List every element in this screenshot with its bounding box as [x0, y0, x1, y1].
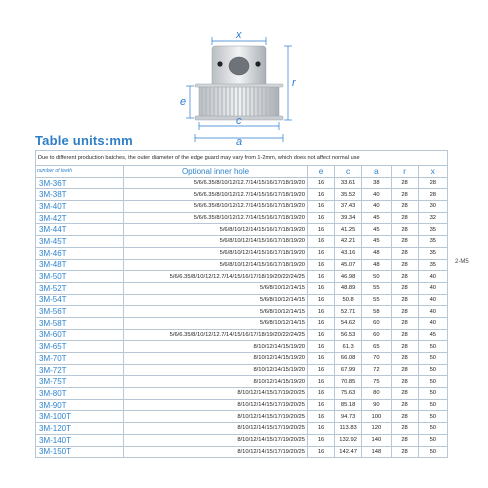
- cell-c: 50.8: [335, 294, 362, 306]
- cell-a: 80: [362, 388, 391, 400]
- cell-a: 75: [362, 376, 391, 388]
- cell-hole: 5/6/6.35/8/10/12/12.7/14/15/16/17/18/19/20: [124, 189, 308, 201]
- cell-e: 16: [308, 294, 335, 306]
- cell-r: 28: [391, 224, 418, 236]
- header-e: e: [308, 166, 335, 178]
- cell-c: 70.85: [335, 376, 362, 388]
- cell-model: 3M-54T: [36, 294, 124, 306]
- cell-e: 16: [308, 364, 335, 376]
- cell-x: 50: [418, 341, 447, 353]
- cell-a: 45: [362, 212, 391, 224]
- cell-c: 94.73: [335, 411, 362, 423]
- cell-hole: 5/6/6.35/8/10/12/12.7/14/15/16/17/18/19/20: [124, 201, 308, 213]
- header-a: a: [362, 166, 391, 178]
- cell-r: 28: [391, 236, 418, 248]
- cell-c: 113.83: [335, 423, 362, 435]
- cell-model: 3M-52T: [36, 282, 124, 294]
- cell-model: 3M-90T: [36, 399, 124, 411]
- cell-hole: 5/6/8/10/12/14/15/16/17/18/19/20: [124, 236, 308, 248]
- dimension-c-label: c: [236, 115, 242, 127]
- cell-x: 50: [418, 353, 447, 365]
- table-row: [36, 446, 448, 458]
- cell-r: 28: [391, 353, 418, 365]
- table-row: [36, 212, 448, 224]
- cell-e: 16: [308, 271, 335, 283]
- cell-r: 28: [391, 446, 418, 458]
- cell-x: 50: [418, 399, 447, 411]
- cell-a: 60: [362, 329, 391, 341]
- set-screw-icon: [255, 61, 260, 66]
- header-c: c: [335, 166, 362, 178]
- cell-hole: 8/10/12/14/15/17/19/20/25: [124, 434, 308, 446]
- cell-hole: 5/6/8/10/12/14/15/16/17/18/19/20: [124, 224, 308, 236]
- cell-hole: 5/6/6.35/8/10/12/12.7/14/15/16/17/18/19/20: [124, 212, 308, 224]
- cell-c: 75.63: [335, 388, 362, 400]
- cell-c: 52.71: [335, 306, 362, 318]
- table-row: [36, 317, 448, 329]
- cell-x: 35: [418, 224, 447, 236]
- pulley-hub: [212, 46, 266, 86]
- table-row: [36, 364, 448, 376]
- cell-hole: 5/6/8/10/12/14/15/16/17/18/19/20: [124, 259, 308, 271]
- cell-hole: 8/10/12/14/15/17/19/20/25: [124, 423, 308, 435]
- spec-table: [35, 165, 448, 458]
- cell-e: 16: [308, 201, 335, 213]
- cell-c: 45.07: [335, 259, 362, 271]
- cell-x: 50: [418, 364, 447, 376]
- cell-e: 16: [308, 247, 335, 259]
- cell-r: 28: [391, 212, 418, 224]
- cell-hole: 8/10/12/14/15/17/19/20/25: [124, 446, 308, 458]
- cell-x: 50: [418, 411, 447, 423]
- cell-model: 3M-45T: [36, 236, 124, 248]
- cell-x: 28: [418, 177, 447, 189]
- table-row: [36, 294, 448, 306]
- cell-hole: 5/6/8/10/12/14/15: [124, 306, 308, 318]
- cell-model: 3M-100T: [36, 411, 124, 423]
- cell-r: 28: [391, 341, 418, 353]
- cell-e: 16: [308, 399, 335, 411]
- dimension-x-label: x: [236, 29, 242, 41]
- table-row: [36, 388, 448, 400]
- cell-model: 3M-75T: [36, 376, 124, 388]
- cell-r: 28: [391, 411, 418, 423]
- cell-r: 28: [391, 329, 418, 341]
- cell-x: 50: [418, 446, 447, 458]
- dimension-e-label: e: [180, 96, 187, 108]
- cell-hole: 8/10/12/14/15/17/19/20/25: [124, 399, 308, 411]
- cell-a: 40: [362, 189, 391, 201]
- cell-x: 40: [418, 271, 447, 283]
- cell-e: 16: [308, 353, 335, 365]
- header-hole: Optional inner hole: [124, 166, 308, 178]
- table-body: [36, 177, 448, 458]
- cell-c: 85.18: [335, 399, 362, 411]
- cell-c: 42.21: [335, 236, 362, 248]
- header-r: r: [391, 166, 418, 178]
- cell-e: 16: [308, 446, 335, 458]
- table-row: [36, 341, 448, 353]
- cell-model: 3M-72T: [36, 364, 124, 376]
- cell-model: 3M-65T: [36, 341, 124, 353]
- table-title: Table units:mm: [35, 133, 133, 148]
- cell-a: 72: [362, 364, 391, 376]
- table-row: [36, 259, 448, 271]
- cell-r: 28: [391, 376, 418, 388]
- cell-x: 50: [418, 434, 447, 446]
- cell-model: 3M-42T: [36, 212, 124, 224]
- cell-c: 41.25: [335, 224, 362, 236]
- cell-e: 16: [308, 376, 335, 388]
- cell-a: 55: [362, 294, 391, 306]
- cell-a: 140: [362, 434, 391, 446]
- cell-r: 28: [391, 317, 418, 329]
- header-model: number of teeth: [36, 166, 124, 178]
- cell-a: 70: [362, 353, 391, 365]
- cell-x: 35: [418, 247, 447, 259]
- pulley-diagram: [168, 24, 318, 146]
- cell-a: 55: [362, 282, 391, 294]
- cell-model: 3M-40T: [36, 201, 124, 213]
- cell-c: 37.43: [335, 201, 362, 213]
- cell-a: 120: [362, 423, 391, 435]
- cell-x: 50: [418, 388, 447, 400]
- table-row: [36, 399, 448, 411]
- dimension-e: [180, 86, 194, 118]
- cell-r: 28: [391, 247, 418, 259]
- cell-x: 30: [418, 201, 447, 213]
- cell-model: 3M-36T: [36, 177, 124, 189]
- cell-e: 16: [308, 317, 335, 329]
- cell-c: 56.53: [335, 329, 362, 341]
- cell-a: 38: [362, 177, 391, 189]
- dimension-r: [284, 46, 297, 120]
- cell-model: 3M-60T: [36, 329, 124, 341]
- cell-model: 3M-50T: [36, 271, 124, 283]
- cell-model: 3M-46T: [36, 247, 124, 259]
- table-row: [36, 247, 448, 259]
- cell-model: 3M-44T: [36, 224, 124, 236]
- cell-e: 16: [308, 189, 335, 201]
- table-row: [36, 423, 448, 435]
- cell-a: 48: [362, 247, 391, 259]
- cell-c: 61.3: [335, 341, 362, 353]
- table-row: [36, 189, 448, 201]
- cell-x: 50: [418, 423, 447, 435]
- cell-hole: 5/6/6.35/8/10/12/12.7/14/15/16/17/18/19/20/22/24/25: [124, 329, 308, 341]
- cell-x: 45: [418, 329, 447, 341]
- cell-r: 28: [391, 177, 418, 189]
- cell-r: 28: [391, 282, 418, 294]
- table-row: [36, 177, 448, 189]
- cell-model: 3M-56T: [36, 306, 124, 318]
- cell-model: 3M-70T: [36, 353, 124, 365]
- cell-a: 45: [362, 224, 391, 236]
- cell-hole: 5/6/8/10/12/14/15/16/17/18/19/20: [124, 247, 308, 259]
- cell-model: 3M-120T: [36, 423, 124, 435]
- cell-r: 28: [391, 189, 418, 201]
- cell-c: 43.16: [335, 247, 362, 259]
- table-row: [36, 201, 448, 213]
- cell-x: 28: [418, 189, 447, 201]
- cell-r: 28: [391, 294, 418, 306]
- dimension-a: [195, 134, 283, 146]
- cell-x: 40: [418, 294, 447, 306]
- cell-c: 35.52: [335, 189, 362, 201]
- cell-a: 48: [362, 259, 391, 271]
- cell-x: 40: [418, 282, 447, 294]
- cell-c: 132.92: [335, 434, 362, 446]
- spec-table-container: [35, 150, 448, 458]
- cell-model: 3M-150T: [36, 446, 124, 458]
- cell-e: 16: [308, 177, 335, 189]
- cell-c: 67.99: [335, 364, 362, 376]
- cell-model: 3M-140T: [36, 434, 124, 446]
- cell-a: 45: [362, 236, 391, 248]
- cell-x: 50: [418, 376, 447, 388]
- cell-model: 3M-48T: [36, 259, 124, 271]
- cell-r: 28: [391, 271, 418, 283]
- cell-a: 65: [362, 341, 391, 353]
- cell-model: 3M-80T: [36, 388, 124, 400]
- cell-a: 148: [362, 446, 391, 458]
- cell-e: 16: [308, 224, 335, 236]
- cell-e: 16: [308, 423, 335, 435]
- cell-r: 28: [391, 423, 418, 435]
- table-row: [36, 306, 448, 318]
- cell-e: 16: [308, 411, 335, 423]
- cell-e: 16: [308, 329, 335, 341]
- cell-x: 35: [418, 236, 447, 248]
- cell-c: 33.61: [335, 177, 362, 189]
- table-header-row: [36, 166, 448, 178]
- cell-a: 60: [362, 317, 391, 329]
- cell-hole: 5/6/6.35/8/10/12/12.7/14/15/16/17/18/19/20: [124, 177, 308, 189]
- cell-model: 3M-38T: [36, 189, 124, 201]
- cell-c: 142.47: [335, 446, 362, 458]
- set-screw-icon: [217, 61, 222, 66]
- cell-r: 28: [391, 388, 418, 400]
- table-row: [36, 224, 448, 236]
- cell-x: 32: [418, 212, 447, 224]
- cell-e: 16: [308, 434, 335, 446]
- dimension-a-label: a: [236, 136, 243, 146]
- side-note: 2-M5: [455, 259, 469, 265]
- table-row: [36, 236, 448, 248]
- table-row: [36, 376, 448, 388]
- cell-hole: 8/10/12/14/15/17/19/20/25: [124, 388, 308, 400]
- table-row: [36, 282, 448, 294]
- cell-c: 46.98: [335, 271, 362, 283]
- cell-model: 3M-58T: [36, 317, 124, 329]
- cell-e: 16: [308, 306, 335, 318]
- cell-x: 40: [418, 317, 447, 329]
- cell-a: 90: [362, 399, 391, 411]
- cell-hole: 5/6/8/10/12/14/15: [124, 294, 308, 306]
- cell-hole: 5/6/8/10/12/14/15: [124, 282, 308, 294]
- cell-a: 40: [362, 201, 391, 213]
- header-x: x: [418, 166, 447, 178]
- cell-r: 28: [391, 399, 418, 411]
- table-row: [36, 353, 448, 365]
- cell-c: 39.34: [335, 212, 362, 224]
- table-row: [36, 271, 448, 283]
- table-row: [36, 434, 448, 446]
- cell-r: 28: [391, 259, 418, 271]
- cell-a: 100: [362, 411, 391, 423]
- cell-c: 66.08: [335, 353, 362, 365]
- cell-hole: 8/10/12/14/15/19/20: [124, 353, 308, 365]
- cell-a: 58: [362, 306, 391, 318]
- dimension-x: [212, 29, 266, 45]
- cell-e: 16: [308, 341, 335, 353]
- cell-e: 16: [308, 388, 335, 400]
- cell-a: 50: [362, 271, 391, 283]
- cell-hole: 8/10/12/14/15/19/20: [124, 341, 308, 353]
- cell-hole: 5/6/8/10/12/14/15: [124, 317, 308, 329]
- cell-x: 35: [418, 259, 447, 271]
- cell-hole: 5/6/6.35/8/10/12/12.7/14/15/16/17/18/19/20/22/24/25: [124, 271, 308, 283]
- cell-e: 16: [308, 259, 335, 271]
- cell-r: 28: [391, 306, 418, 318]
- cell-e: 16: [308, 236, 335, 248]
- cell-e: 16: [308, 282, 335, 294]
- cell-r: 28: [391, 434, 418, 446]
- dimension-r-label: r: [292, 77, 296, 89]
- cell-r: 28: [391, 201, 418, 213]
- cell-hole: 8/10/12/14/15/17/19/20/25: [124, 411, 308, 423]
- cell-c: 48.89: [335, 282, 362, 294]
- table-row: [36, 329, 448, 341]
- cell-hole: 8/10/12/14/15/19/20: [124, 364, 308, 376]
- cell-r: 28: [391, 364, 418, 376]
- cell-x: 40: [418, 306, 447, 318]
- batch-notice: Due to different production batches, the outer diameter of the edge guard may vary from 1-2mm, which does not affect normal use: [35, 150, 448, 165]
- cell-c: 54.62: [335, 317, 362, 329]
- table-row: [36, 411, 448, 423]
- cell-hole: 8/10/12/14/15/19/20: [124, 376, 308, 388]
- cell-e: 16: [308, 212, 335, 224]
